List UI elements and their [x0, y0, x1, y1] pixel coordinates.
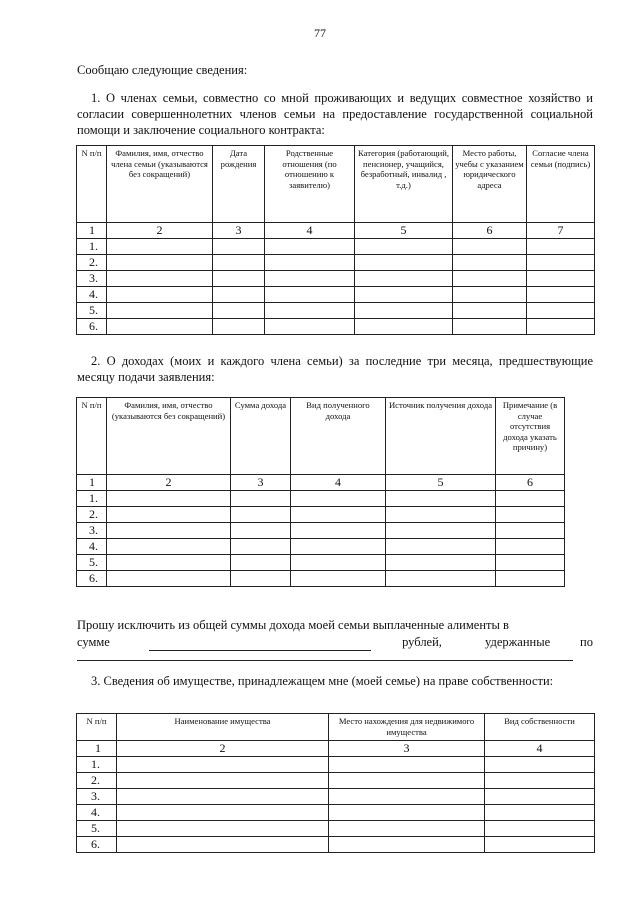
col-header: Примечание (в случае отсутствия дохода указать причину) — [496, 398, 565, 475]
col-header: Вид полученного дохода — [291, 398, 386, 475]
row-number: 1. — [77, 757, 117, 773]
table-cell[interactable] — [107, 539, 231, 555]
row-number: 3. — [77, 523, 107, 539]
table-cell[interactable] — [107, 271, 213, 287]
table-cell[interactable] — [265, 287, 355, 303]
col-header: Место работы, учебы с указанием юридического адреса — [453, 146, 527, 223]
section1-text — [77, 90, 593, 138]
property-table — [76, 713, 595, 853]
table-cell[interactable] — [213, 271, 265, 287]
table-cell[interactable] — [453, 271, 527, 287]
col-header: N п/п — [77, 146, 107, 223]
table-row — [77, 837, 595, 853]
col-number: 1 — [77, 475, 107, 491]
col-number: 4 — [291, 475, 386, 491]
col-header: Фамилия, имя, отчество члена семьи (указываются без сокращений) — [107, 146, 213, 223]
table-cell[interactable] — [453, 303, 527, 319]
col-header: Место нахождения для недвижимого имущества — [329, 714, 485, 741]
table-row — [77, 239, 595, 255]
table-row — [77, 555, 565, 571]
table-cell[interactable] — [496, 571, 565, 587]
table-cell[interactable] — [527, 287, 595, 303]
section3-paragraph: 3. Сведения об имуществе, принадлежащем мне (моей семье) на праве собственности: — [91, 674, 554, 688]
table-row — [77, 287, 595, 303]
col-number: 3 — [231, 475, 291, 491]
row-number: 2. — [77, 255, 107, 271]
col-number: 4 — [485, 741, 595, 757]
intro-text: Сообщаю следующие сведения: — [77, 63, 248, 77]
table-cell[interactable] — [496, 539, 565, 555]
table-row — [77, 319, 595, 335]
table-cell[interactable] — [213, 239, 265, 255]
col-number: 6 — [453, 223, 527, 239]
table-cell[interactable] — [329, 757, 485, 773]
column-number-row — [77, 223, 595, 239]
row-number: 2. — [77, 507, 107, 523]
row-number: 5. — [77, 555, 107, 571]
row-number: 6. — [77, 319, 107, 335]
table-cell[interactable] — [291, 571, 386, 587]
table-cell[interactable] — [496, 491, 565, 507]
table-cell[interactable] — [453, 287, 527, 303]
table-cell[interactable] — [291, 555, 386, 571]
table-cell[interactable] — [107, 319, 213, 335]
col-number: 5 — [355, 223, 453, 239]
col-number: 2 — [107, 223, 213, 239]
sum-label: сумме — [77, 635, 110, 649]
col-header: N п/п — [77, 714, 117, 741]
col-number: 1 — [77, 223, 107, 239]
table-cell[interactable] — [107, 255, 213, 271]
table-cell[interactable] — [213, 255, 265, 271]
table-cell[interactable] — [265, 319, 355, 335]
row-number: 3. — [77, 789, 117, 805]
table-cell[interactable] — [117, 821, 329, 837]
col-header: Дата рождения — [213, 146, 265, 223]
table-cell[interactable] — [527, 303, 595, 319]
row-number: 4. — [77, 805, 117, 821]
table-cell[interactable] — [213, 303, 265, 319]
table-cell[interactable] — [291, 507, 386, 523]
row-number: 6. — [77, 837, 117, 853]
withheld-label: удержанные — [485, 635, 551, 649]
table-cell[interactable] — [485, 757, 595, 773]
section3-text — [77, 673, 593, 689]
table-cell[interactable] — [231, 571, 291, 587]
row-number: 1. — [77, 491, 107, 507]
section1-paragraph: 1. О членах семьи, совместно со мной проживающих и ведущих совместное хозяйство и согласии совершеннолетних членов семьи на предоставление государственной социальной помощи и заключение социального контракта: — [77, 91, 593, 137]
col-header: Сумма дохода — [231, 398, 291, 475]
table-cell[interactable] — [107, 507, 231, 523]
table-cell[interactable] — [453, 319, 527, 335]
table-cell[interactable] — [231, 539, 291, 555]
table-cell[interactable] — [107, 491, 231, 507]
col-header: Родственные отношения (по отношению к заявителю) — [265, 146, 355, 223]
col-header: N п/п — [77, 398, 107, 475]
page-number: 77 — [314, 26, 326, 40]
table-cell[interactable] — [117, 773, 329, 789]
income-table — [76, 397, 565, 587]
table-cell[interactable] — [117, 837, 329, 853]
table-cell[interactable] — [107, 555, 231, 571]
col-number: 3 — [329, 741, 485, 757]
table-header-row — [77, 714, 595, 741]
alimony-line-1: Прошу исключить из общей суммы дохода моей семьи выплаченные алименты в — [77, 618, 509, 632]
table-cell[interactable] — [107, 571, 231, 587]
table-row — [77, 491, 565, 507]
row-number: 5. — [77, 303, 107, 319]
table-cell[interactable] — [355, 303, 453, 319]
rubles-label: рублей, — [402, 635, 442, 649]
table-cell[interactable] — [485, 773, 595, 789]
table-cell[interactable] — [329, 837, 485, 853]
table-row — [77, 303, 595, 319]
table-cell[interactable] — [107, 523, 231, 539]
table-row — [77, 507, 565, 523]
col-header: Вид собственности — [485, 714, 595, 741]
table-cell[interactable] — [329, 773, 485, 789]
table-cell[interactable] — [265, 255, 355, 271]
table-cell[interactable] — [453, 255, 527, 271]
table-cell[interactable] — [231, 491, 291, 507]
row-number: 4. — [77, 539, 107, 555]
row-number: 1. — [77, 239, 107, 255]
table-cell[interactable] — [265, 303, 355, 319]
row-number: 4. — [77, 287, 107, 303]
column-number-row — [77, 741, 595, 757]
table-cell[interactable] — [485, 789, 595, 805]
table-cell[interactable] — [231, 507, 291, 523]
table-cell[interactable] — [527, 239, 595, 255]
table-cell[interactable] — [231, 555, 291, 571]
table-row — [77, 255, 595, 271]
table-header-row — [77, 398, 565, 475]
table-row — [77, 773, 595, 789]
table-row — [77, 539, 565, 555]
table-cell[interactable] — [231, 523, 291, 539]
table-cell[interactable] — [291, 539, 386, 555]
table-cell[interactable] — [117, 757, 329, 773]
table-cell[interactable] — [265, 239, 355, 255]
table-cell[interactable] — [527, 271, 595, 287]
col-number: 7 — [527, 223, 595, 239]
row-number: 5. — [77, 821, 117, 837]
section2-text — [77, 353, 593, 385]
table-cell[interactable] — [485, 805, 595, 821]
table-row — [77, 805, 595, 821]
table-cell[interactable] — [355, 287, 453, 303]
table-row — [77, 757, 595, 773]
row-number: 6. — [77, 571, 107, 587]
table-row — [77, 523, 565, 539]
row-number: 2. — [77, 773, 117, 789]
col-header: Согласие члена семьи (подпись) — [527, 146, 595, 223]
col-number: 2 — [117, 741, 329, 757]
table-cell[interactable] — [329, 805, 485, 821]
table-cell[interactable] — [117, 789, 329, 805]
col-header: Источник получения дохода — [386, 398, 496, 475]
table-cell[interactable] — [386, 539, 496, 555]
by-label: по — [580, 635, 593, 649]
table-cell[interactable] — [107, 239, 213, 255]
col-header: Наименование имущества — [117, 714, 329, 741]
table-cell[interactable] — [527, 255, 595, 271]
withheld-by-input-line[interactable] — [77, 646, 573, 661]
table-cell[interactable] — [527, 319, 595, 335]
table-cell[interactable] — [355, 239, 453, 255]
table-cell[interactable] — [355, 319, 453, 335]
col-number: 5 — [386, 475, 496, 491]
table-cell[interactable] — [386, 507, 496, 523]
table-row — [77, 271, 595, 287]
row-number: 3. — [77, 271, 107, 287]
table-cell[interactable] — [329, 789, 485, 805]
table-cell[interactable] — [386, 523, 496, 539]
table-cell[interactable] — [496, 507, 565, 523]
table-cell[interactable] — [355, 255, 453, 271]
table-cell[interactable] — [386, 571, 496, 587]
col-number: 1 — [77, 741, 117, 757]
table-cell[interactable] — [453, 239, 527, 255]
table-cell[interactable] — [355, 271, 453, 287]
col-number: 4 — [265, 223, 355, 239]
table-row — [77, 821, 595, 837]
col-header: Категория (работающий, пенсионер, учащийся, безработный, инвалид , т.д.) — [355, 146, 453, 223]
table-cell[interactable] — [107, 303, 213, 319]
col-number: 3 — [213, 223, 265, 239]
table-cell[interactable] — [496, 523, 565, 539]
table-cell[interactable] — [485, 837, 595, 853]
table-cell[interactable] — [265, 271, 355, 287]
section2-paragraph: 2. О доходах (моих и каждого члена семьи) за последние три месяца, предшествующие месяцу подачи заявления: — [77, 354, 593, 384]
table-cell[interactable] — [107, 287, 213, 303]
col-header: Фамилия, имя, отчество (указываются без сокращений) — [107, 398, 231, 475]
table-cell[interactable] — [485, 821, 595, 837]
table-cell[interactable] — [117, 805, 329, 821]
table-cell[interactable] — [291, 491, 386, 507]
table-cell[interactable] — [386, 555, 496, 571]
col-number: 6 — [496, 475, 565, 491]
family-members-table — [76, 145, 595, 335]
table-cell[interactable] — [213, 287, 265, 303]
table-cell[interactable] — [291, 523, 386, 539]
table-header-row — [77, 146, 595, 223]
table-cell[interactable] — [213, 319, 265, 335]
table-cell[interactable] — [496, 555, 565, 571]
table-cell[interactable] — [329, 821, 485, 837]
column-number-row — [77, 475, 565, 491]
table-row — [77, 571, 565, 587]
table-row — [77, 789, 595, 805]
table-cell[interactable] — [386, 491, 496, 507]
col-number: 2 — [107, 475, 231, 491]
